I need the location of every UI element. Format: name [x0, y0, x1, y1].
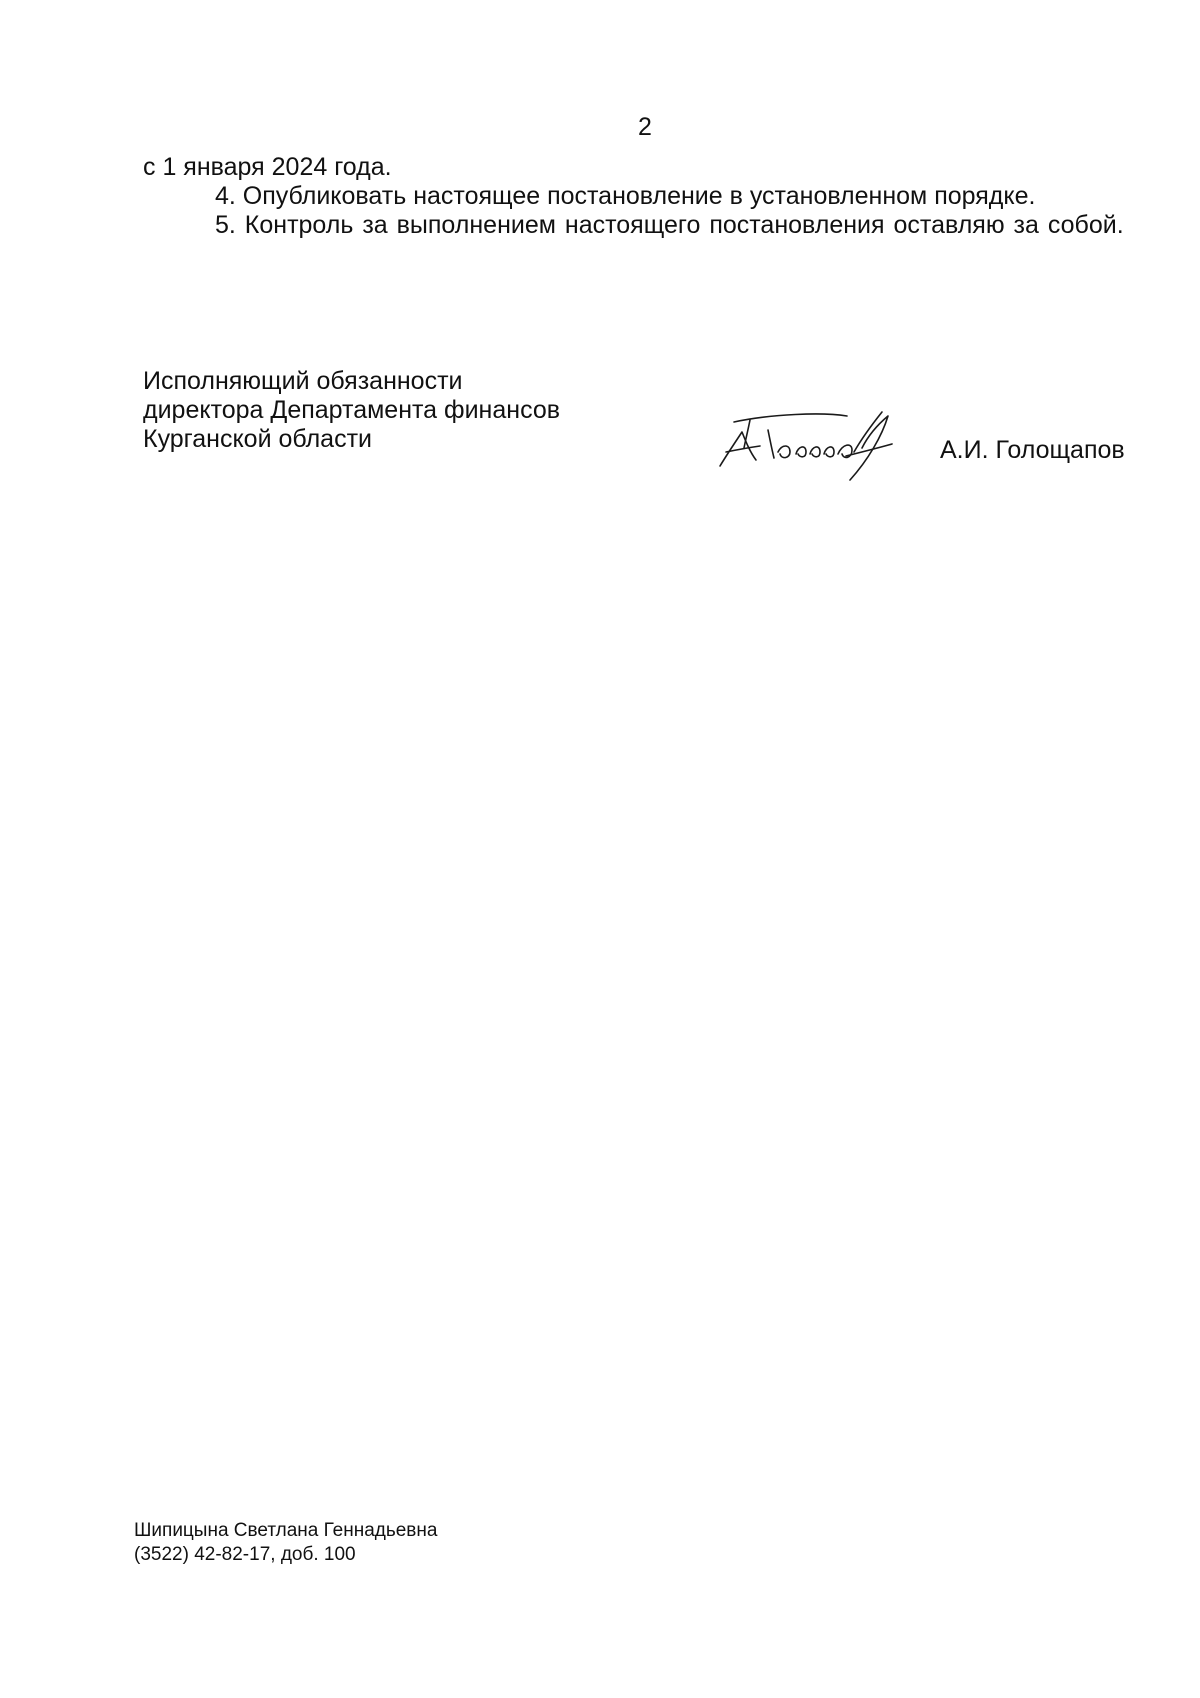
position-line: Курганской области — [143, 425, 373, 453]
handwritten-signature-icon — [712, 408, 922, 488]
position-line: Исполняющий обязанности — [143, 367, 463, 395]
page-number: 2 — [638, 113, 652, 141]
paragraph-item-4: 4. Опубликовать настоящее постановление в установленном порядке. — [215, 182, 1036, 210]
document-body — [143, 153, 1145, 240]
executor-info — [134, 1519, 437, 1567]
executor-name: Шипицына Светлана Геннадьевна — [134, 1520, 438, 1541]
position-line: директора Департамента финансов — [143, 396, 561, 424]
paragraph-item-5: 5. Контроль за выполнением настоящего постановления оставляю за собой. — [215, 211, 1124, 239]
signatory-position — [143, 367, 560, 454]
paragraph-continuation: с 1 января 2024 года. — [143, 153, 392, 181]
executor-phone: (3522) 42-82-17, доб. 100 — [134, 1544, 356, 1565]
signer-name: А.И. Голощапов — [940, 436, 1125, 464]
